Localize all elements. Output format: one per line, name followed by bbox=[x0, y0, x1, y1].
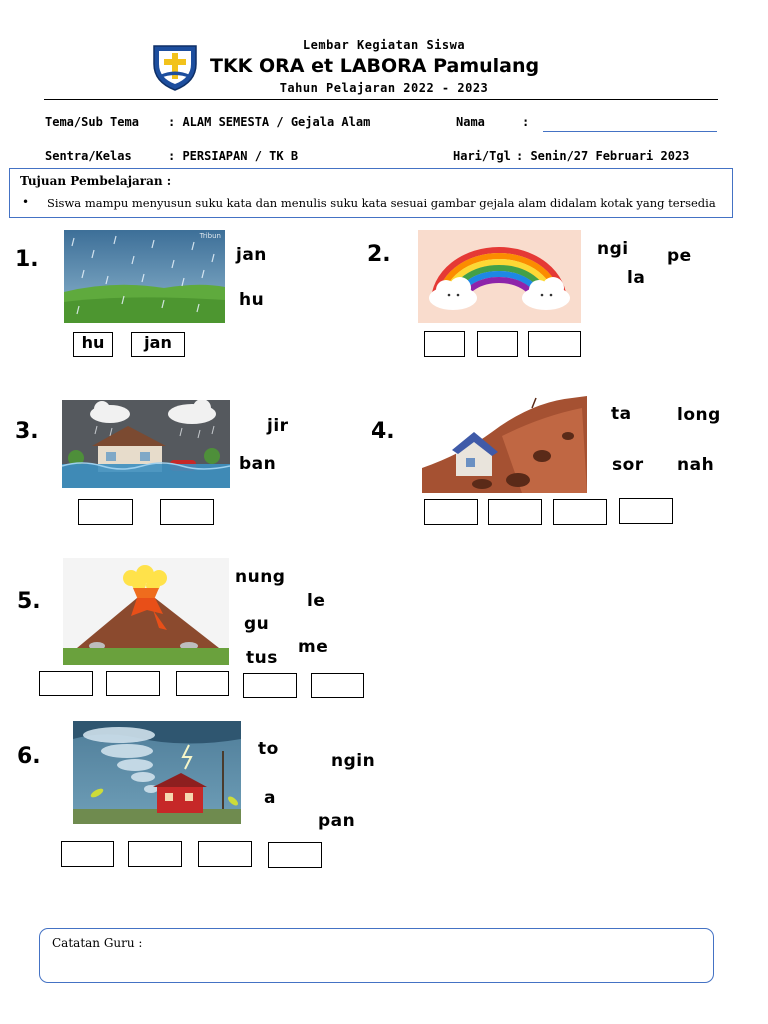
image-watermark: Tribun bbox=[199, 232, 221, 240]
answer-box[interactable] bbox=[106, 671, 160, 696]
answer-box[interactable] bbox=[268, 842, 322, 868]
syllable: tus bbox=[246, 648, 278, 668]
answer-box[interactable] bbox=[176, 671, 229, 696]
answer-box[interactable] bbox=[619, 498, 673, 524]
answer-box[interactable] bbox=[424, 499, 478, 525]
answer-box[interactable] bbox=[61, 841, 114, 867]
answer-box[interactable]: hu bbox=[73, 332, 113, 357]
answer-box[interactable] bbox=[311, 673, 364, 698]
name-input-line[interactable] bbox=[543, 131, 717, 132]
header-divider bbox=[44, 99, 718, 100]
school-name: TKK ORA et LABORA Pamulang bbox=[210, 55, 540, 77]
syllable: gu bbox=[244, 614, 270, 634]
answer-box[interactable] bbox=[424, 331, 465, 357]
syllable: nung bbox=[235, 567, 286, 587]
answer-box[interactable] bbox=[39, 671, 93, 696]
exercise-number: 5. bbox=[17, 589, 41, 614]
objective-box bbox=[9, 168, 733, 218]
exercise-number: 3. bbox=[15, 419, 39, 444]
exercise-number: 1. bbox=[15, 247, 39, 272]
syllable: nah bbox=[677, 455, 715, 475]
syllable: hu bbox=[239, 290, 265, 310]
syllable: pan bbox=[318, 811, 356, 831]
landslide-illustration bbox=[422, 396, 587, 493]
answer-box[interactable] bbox=[528, 331, 581, 357]
syllable: le bbox=[307, 591, 326, 611]
answer-box[interactable] bbox=[477, 331, 518, 357]
flood-illustration bbox=[62, 400, 230, 488]
hari-value: : Senin/27 Februari 2023 bbox=[516, 149, 690, 163]
rain-illustration bbox=[64, 230, 225, 323]
teacher-notes-label: Catatan Guru : bbox=[52, 936, 143, 950]
tema-value: : ALAM SEMESTA / Gejala Alam bbox=[168, 115, 371, 129]
objective-text: Siswa mampu menyusun suku kata dan menulis suku kata sesuai gambar gejala alam didalam kotak yang tersedia bbox=[47, 196, 716, 210]
rainbow-illustration bbox=[418, 230, 581, 323]
syllable: ta bbox=[611, 404, 632, 424]
exercise-number: 4. bbox=[371, 419, 395, 444]
sentra-label: Sentra/Kelas bbox=[45, 149, 132, 163]
answer-box[interactable] bbox=[198, 841, 252, 867]
syllable: jir bbox=[267, 416, 289, 436]
answer-box[interactable] bbox=[243, 673, 297, 698]
syllable: ngin bbox=[331, 751, 376, 771]
syllable: jan bbox=[236, 245, 267, 265]
syllable: la bbox=[627, 268, 646, 288]
academic-year: Tahun Pelajaran 2022 - 2023 bbox=[279, 81, 489, 95]
syllable: pe bbox=[667, 246, 692, 266]
teacher-notes-box[interactable] bbox=[39, 928, 714, 983]
syllable: sor bbox=[612, 455, 644, 475]
syllable: me bbox=[298, 637, 329, 657]
objective-bullet: • bbox=[22, 195, 30, 209]
syllable: long bbox=[677, 405, 721, 425]
hari-label: Hari/Tgl bbox=[453, 149, 511, 163]
syllable: ban bbox=[239, 454, 277, 474]
syllable: a bbox=[264, 788, 276, 808]
syllable: ngi bbox=[597, 239, 629, 259]
syllable: to bbox=[258, 739, 279, 759]
exercise-number: 2. bbox=[367, 242, 391, 267]
objective-title: Tujuan Pembelajaran : bbox=[20, 174, 172, 188]
answer-box[interactable] bbox=[553, 499, 607, 525]
answer-box[interactable] bbox=[160, 499, 214, 525]
answer-box[interactable] bbox=[78, 499, 133, 525]
answer-box[interactable] bbox=[128, 841, 182, 867]
nama-label: Nama bbox=[456, 115, 485, 129]
answer-box[interactable]: jan bbox=[131, 332, 185, 357]
volcano-illustration bbox=[63, 558, 229, 665]
nama-colon: : bbox=[522, 115, 530, 129]
answer-box[interactable] bbox=[488, 499, 542, 525]
tema-label: Tema/Sub Tema bbox=[45, 115, 139, 129]
tornado-illustration bbox=[73, 721, 241, 824]
exercise-number: 6. bbox=[17, 744, 41, 769]
header-subtitle: Lembar Kegiatan Siswa bbox=[302, 38, 466, 52]
sentra-value: : PERSIAPAN / TK B bbox=[168, 149, 299, 163]
